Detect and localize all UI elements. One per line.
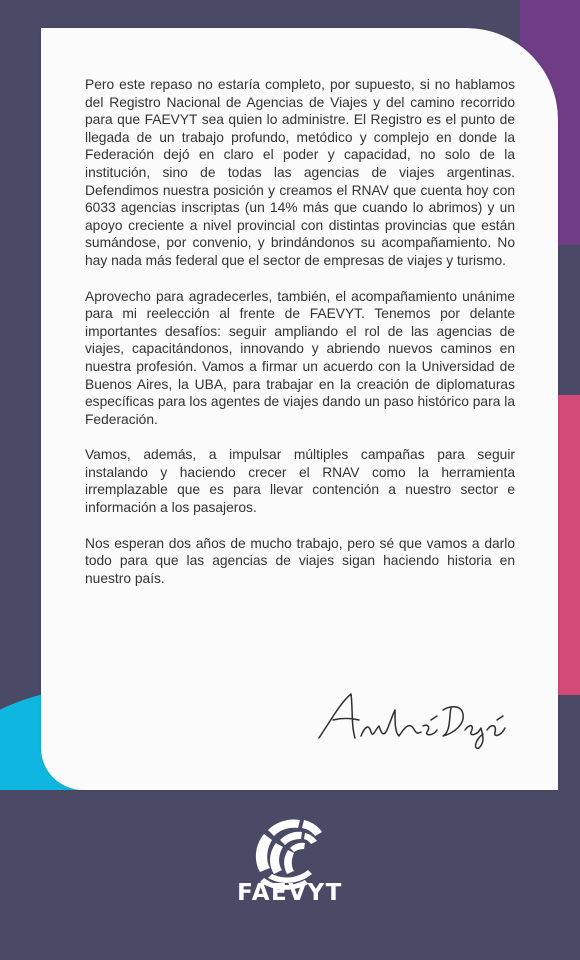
- letter-paragraph: Nos esperan dos años de mucho trabajo, pero sé que vamos a darlo todo para que las agencias de viajes sigan haciendo historia en nuestro país.: [85, 535, 515, 586]
- letter-paragraph: Aprovecho para agradecerles, también, el acompañamiento unánime para mi reelección al frente de FAEVYT. Tenemos por delante importantes desafíos: seguir ampliando el rol de las agencias de viajes, capacitándonos, innovando y abriendo nuevos caminos en nuestra profesión. Vamos a firmar un acuerdo con la Universidad de Buenos Aires, la UBA, para trabajar en la creación de diplomaturas específicas para los agentes de viajes dando un paso histórico para la Federación.: [85, 288, 515, 427]
- signature: [311, 680, 511, 750]
- letter-paragraph: Pero este repaso no estaría completo, por supuesto, si no hablamos del Registro Nacional de Agencias de Viajes y del camino recorrido para que FAEVYT sea quien lo administre. El Registro es el punto de llegada de un trabajo profundo, metódico y complejo en donde la Federación dejó en claro el poder y capacidad, no solo de la institución, sino de todas las agencias de viajes argentinas. Defendimos nuestra posición y creamos el RNAV que cuenta hoy con 6033 agencias inscriptas (un 14% más que cuando lo abrimos) y un apoyo creciente a nivel provincial con distintas provincias que están sumándose, por convenio, y brindándonos su acompañamiento. No hay nada más federal que el sector de empresas de viajes y turismo.: [85, 77, 515, 268]
- letter-card: [41, 28, 558, 790]
- brand-name: FAEVYT: [237, 880, 343, 906]
- letter-paragraph: Vamos, además, a impulsar múltiples campañas para seguir instalando y haciendo crecer el RNAV como la herramienta irremplazable que es para llevar contención a nuestro sector e información a los pasajeros.: [85, 447, 515, 516]
- letter-body: [85, 76, 515, 587]
